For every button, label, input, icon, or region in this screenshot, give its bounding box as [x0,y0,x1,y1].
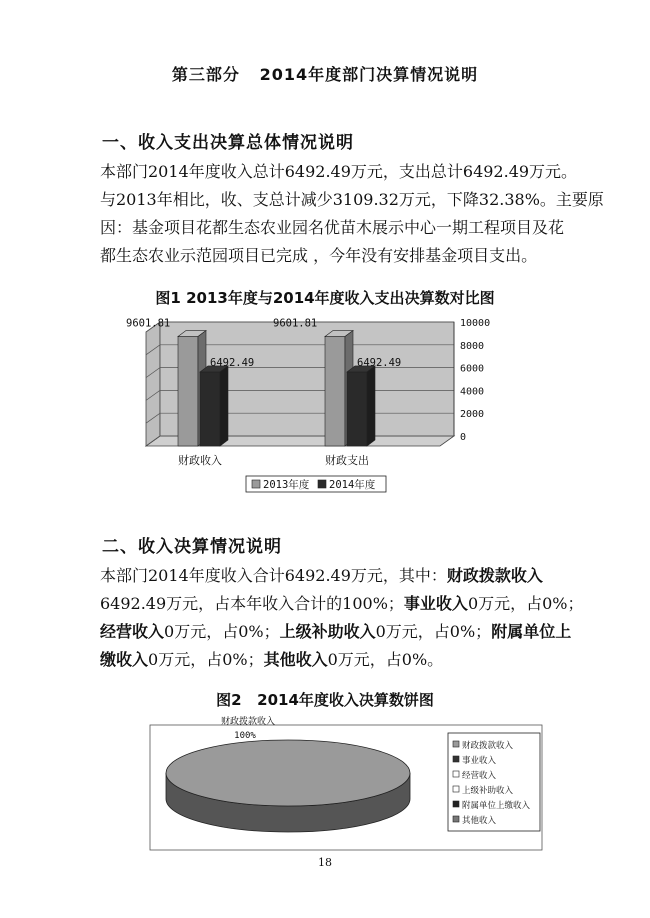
y-tick-label: 0 [460,432,467,443]
y-tick-label: 2000 [460,409,485,421]
bar-chart-y-ticks [460,318,490,443]
pie-data-label-value: 100% [234,731,256,741]
section2-heading: 二、收入决算情况说明 [102,537,282,557]
y-tick-label: 6000 [460,363,485,375]
figure2-caption: 图2 2014年度收入决算数饼图 [216,691,434,709]
pie-legend-label: 财政拨款收入 [462,741,514,751]
section2-bold-term: 缴收入 [100,650,149,669]
pie-data-label-name: 财政拨款收入 [220,717,276,727]
category-label: 财政收入 [178,454,222,467]
section2-text: 0万元，占0%； [467,594,584,613]
figure2-pie-chart [148,715,548,855]
page-title: 第三部分 2014年度部门决算情况说明 [171,65,479,84]
pie-legend-swatch [453,786,459,792]
data-label: 9601.81 [273,317,318,330]
section1-line-2: 与2013年相比，收、支总计减少3109.32万元，下降32.38%。主要原 [100,190,604,209]
section2-text: 0万元，占0%。 [327,650,444,669]
section1-line-1: 本部门2014年度收入总计6492.49万元，支出总计6492.49万元。 [100,162,578,181]
section2-line-3 [100,618,580,646]
pie-legend-swatch [453,771,459,777]
pie-legend-swatch [453,801,459,807]
section2-line-4 [100,646,580,674]
figure1-caption: 图1 2013年度与2014年度收入支出决算数对比图 [155,289,495,307]
section2-text: 0万元，占0%； [148,650,264,669]
pie-chart-legend [448,733,540,831]
pie-legend-label: 经营收入 [462,771,497,781]
section2-bold-term: 经营收入 [100,622,165,641]
legend-label: 2013年度 [263,479,310,491]
section1-heading: 一、收入支出决算总体情况说明 [102,133,354,153]
chart-side-wall [146,322,160,446]
section1-line-3: 因：基金项目花都生态农业园名优苗木展示中心一期工程项目及花 [100,218,565,237]
section2-text: 0万元，占0%； [164,622,280,641]
bar-2013年度-财政收入 [178,337,198,446]
section1-paragraph [100,158,604,270]
pie-legend-swatch [453,741,459,747]
pie-legend-label: 附属单位上缴收入 [462,801,531,811]
pie-chart-slices [166,740,410,832]
section2-bold-term: 上级补助收入 [279,622,376,641]
legend-swatch [318,480,326,488]
section2-text: 0万元，占0%； [375,622,492,641]
y-tick-label: 8000 [460,340,485,352]
y-tick-label: 10000 [460,318,491,329]
pie-legend-label: 事业收入 [462,756,497,766]
section2-paragraph [100,562,584,674]
pie-legend-swatch [453,816,459,822]
section2-bold-term: 附属单位上 [491,622,572,641]
bar-2013年度-财政支出 [325,337,345,446]
section2-bold-term: 事业收入 [403,594,468,613]
pie-slice-财政拨款收入 [166,740,410,806]
section2-line-2 [100,590,584,618]
legend-swatch [252,480,260,488]
section2-bold-term: 财政拨款收入 [446,566,543,585]
pie-legend-label: 其他收入 [462,816,497,826]
pie-legend-swatch [453,756,459,762]
section2-text: 6492.49万元，占本年收入合计的100%； [100,594,404,613]
data-label: 6492.49 [357,356,402,369]
bar-side-2014年度-财政收入 [220,366,228,446]
section1-line-4: 都生态农业示范园项目已完成 ，今年没有安排基金项目支出。 [100,246,538,265]
section2-line-1 [100,562,580,590]
bar-2014年度-财政支出 [347,372,367,446]
section2-text: 本部门2014年度收入合计6492.49万元，其中： [100,566,447,585]
section2-bold-term: 其他收入 [263,650,328,669]
figure1-bar-chart [118,310,498,502]
y-tick-label: 4000 [460,386,485,398]
bar-chart-legend [246,476,386,492]
legend-label: 2014年度 [329,479,376,491]
data-label: 9601.81 [126,317,171,330]
data-label: 6492.49 [210,356,255,369]
bar-2014年度-财政收入 [200,372,220,446]
bar-side-2014年度-财政支出 [367,366,375,446]
pie-legend-label: 上级补助收入 [462,786,514,796]
page-number: 18 [318,856,332,869]
bar-chart-category-labels [178,453,369,467]
category-label: 财政支出 [325,454,369,467]
